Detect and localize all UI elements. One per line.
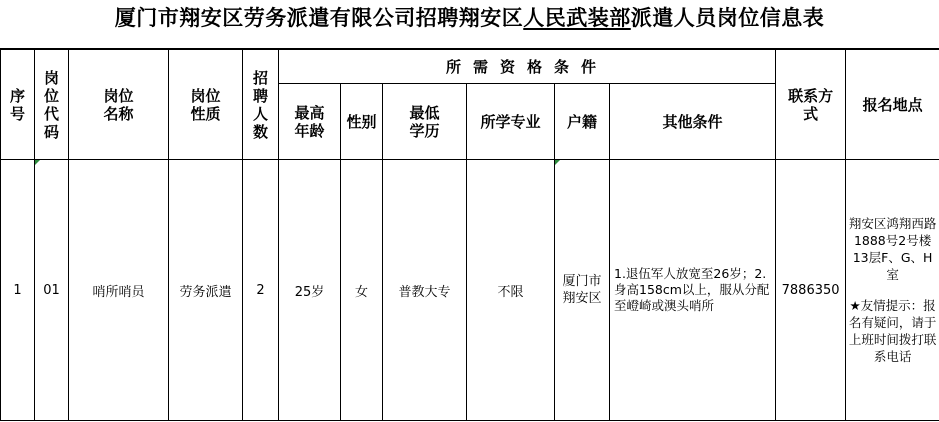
header-hukou: 户籍 [555,84,610,160]
header-nature: 岗位性质 [169,50,243,160]
cell-hukou: 厦门市翔安区 [555,160,610,421]
location-address: 翔安区鸿翔西路1888号2号楼13层F、G、H室 [848,216,937,282]
header-requirements: 所需资格条件 [279,50,776,84]
cell-location [846,160,939,421]
header-contact: 联系方式 [776,50,846,160]
cell-other-conditions: 1.退伍军人放宽至26岁；2.身高158cm以上，服从分配至嶝崎或澳头哨所 [610,160,776,421]
cell-education: 普教大专 [383,160,467,421]
cell-seq: 1 [1,160,35,421]
page-title [0,0,939,36]
cell-count: 2 [243,160,279,421]
cell-code: 01 [35,160,69,421]
title-part-1: 厦门市翔安区劳务派遣有限公司招聘翔安区 [114,5,524,30]
header-gender: 性别 [341,84,383,160]
header-other: 其他条件 [610,84,776,160]
title-part-2: 派遣人员岗位信息表 [630,5,825,30]
header-age: 最高年龄 [279,84,341,160]
cell-major: 不限 [467,160,555,421]
spreadsheet-spacer-row [0,36,939,49]
cell-name: 哨所哨员 [69,160,169,421]
title-underlined-part: 人民武装部 [523,5,631,30]
location-note: ★友情提示：报名有疑问，请于上班时间拨打联系电话 [848,298,937,364]
position-info-table [0,49,939,421]
header-name: 岗位名称 [69,50,169,160]
cell-gender: 女 [341,160,383,421]
header-seq: 序号 [1,50,35,160]
cell-nature: 劳务派遣 [169,160,243,421]
header-count: 招聘人数 [243,50,279,160]
header-education: 最低学历 [383,84,467,160]
cell-contact: 7886350 [776,160,846,421]
table-row [1,160,939,421]
header-code: 岗位代码 [35,50,69,160]
header-major: 所学专业 [467,84,555,160]
header-location: 报名地点 [846,50,939,160]
cell-age: 25岁 [279,160,341,421]
